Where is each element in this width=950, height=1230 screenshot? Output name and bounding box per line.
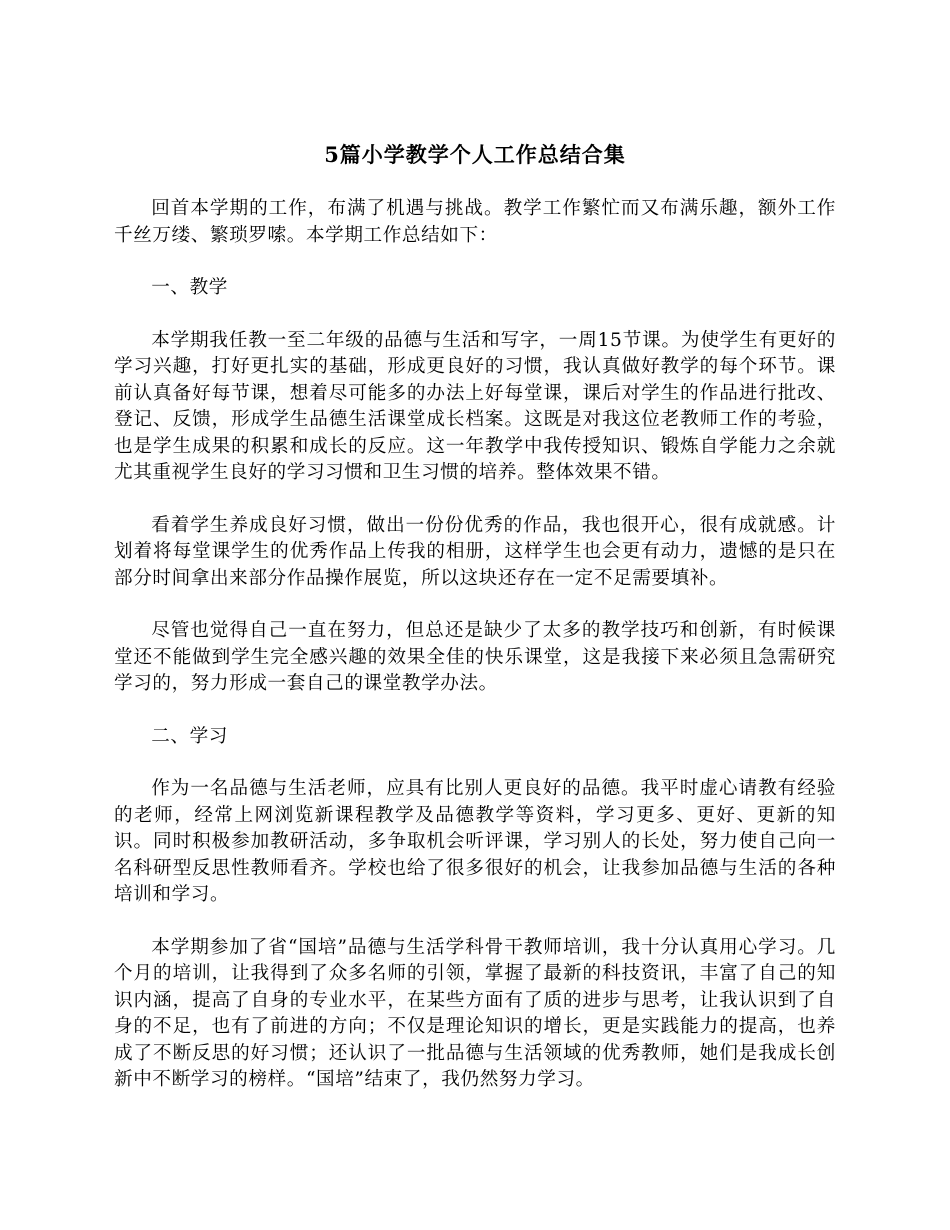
document-title: 5篇小学教学个人工作总结合集 <box>324 142 626 167</box>
teaching-paragraph-3: 尽管也觉得自己一直在努力，但总还是缺少了太多的教学技巧和创新，有时候课堂还不能做到学生完全感兴趣的效果全佳的快乐课堂，这是我接下来必须且急需研究学习的，努力形成一套自己的课堂教学办法。 <box>114 620 836 694</box>
section-heading-learning: 二、学习 <box>151 725 228 747</box>
learning-paragraph-2: 本学期参加了省“国培”品德与生活学科骨干教师培训，我十分认真用心学习。几个月的培训，让我得到了众多名师的引领，掌握了最新的科技资讯，丰富了自己的知识内涵，提高了自身的专业水平，在某些方面有了质的进步与思考，让我认识到了自身的不足，也有了前进的方向；不仅是理论知识的增长，更是实践能力的提高，也养成了不断反思的好习惯；还认识了一批品德与生活领域的优秀教师，她们是我成长创新中不断学习的榜样。“国培”结束了，我仍然努力学习。 <box>114 936 836 1090</box>
teaching-paragraph-1: 本学期我任教一至二年级的品德与生活和写字，一周15节课。为使学生有更好的学习兴趣，打好更扎实的基础，形成更良好的习惯，我认真做好教学的每个环节。课前认真备好每节课，想着尽可能多的办法上好每堂课，课后对学生的作品进行批改、登记、反馈，形成学生品德生活课堂成长档案。这既是对我这位老教师工作的考验，也是学生成果的积累和成长的反应。这一年教学中我传授知识、锻炼自学能力之余就尤其重视学生良好的学习习惯和卫生习惯的培养。整体效果不错。 <box>114 329 836 483</box>
section-heading-teaching: 一、教学 <box>151 277 228 298</box>
document-body <box>114 140 836 1120</box>
intro-paragraph: 回首本学期的工作，布满了机遇与挑战。教学工作繁忙而又布满乐趣，额外工作千丝万缕、繁琐罗嗦。本学期工作总结如下： <box>114 198 836 246</box>
learning-paragraph-1: 作为一名品德与生活老师，应具有比别人更良好的品德。我平时虚心请教有经验的老师，经常上网浏览新课程教学及品德教学等资料，学习更多、更好、更新的知识。同时积极参加教研活动，多争取机会听评课，学习别人的长处，努力使自己向一名科研型反思性教师看齐。学校也给了很多很好的机会，让我参加品德与生活的各种培训和学习。 <box>114 778 836 905</box>
teaching-paragraph-2: 看着学生养成良好习惯，做出一份份优秀的作品，我也很开心，很有成就感。计划着将每堂课学生的优秀作品上传我的相册，这样学生也会更有动力，遗憾的是只在部分时间拿出来部分作品操作展览，所以这块还存在一定不足需要填补。 <box>114 514 836 589</box>
